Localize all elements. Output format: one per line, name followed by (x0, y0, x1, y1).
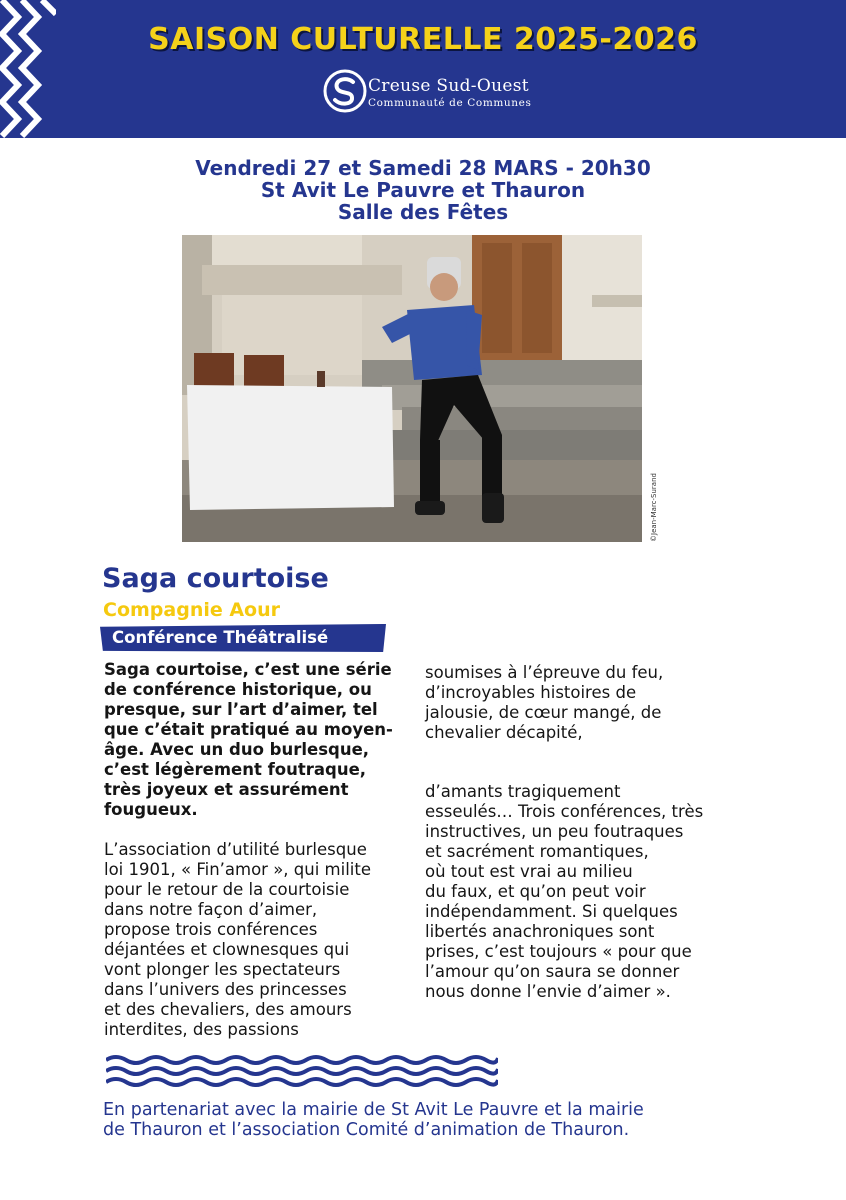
body-line: L’association d’utilité burlesque (104, 840, 367, 859)
body-line: prises, c’est toujours « pour que (425, 942, 692, 961)
intro-line: Saga courtoise, c’est une série (104, 660, 392, 679)
event-date: Vendredi 27 et Samedi 28 MARS - 20h30 (195, 156, 651, 180)
intro-line: très joyeux et assurément (104, 780, 349, 799)
logo-swirl-icon (322, 68, 368, 114)
body-line: vont plonger les spectateurs (104, 960, 341, 979)
body-line: d’incroyables histoires de (425, 683, 637, 702)
event-venue: Salle des Fêtes (337, 200, 509, 224)
event-place: St Avit Le Pauvre et Thauron (260, 178, 586, 202)
intro-line: fougueux. (104, 800, 198, 819)
intro-line: de conférence historique, ou (104, 680, 372, 699)
body-line: nous donne l’envie d’aimer ». (425, 982, 671, 1001)
company-name: Compagnie Aour (103, 599, 281, 621)
body-line: soumises à l’épreuve du feu, (425, 663, 664, 682)
intro-line: c’est légèrement foutraque, (104, 760, 367, 779)
zigzag-decoration (0, 0, 56, 138)
header-band (0, 0, 846, 138)
performance-photo (182, 235, 642, 542)
genre-label: Conférence Théâtralisé (112, 628, 329, 647)
body-line: et sacrément romantiques, (425, 842, 649, 861)
body-line: propose trois conférences (104, 920, 318, 939)
body-line: chevalier décapité, (425, 723, 583, 742)
description-right-column-bottom (425, 782, 703, 1002)
intro-paragraph (104, 660, 393, 820)
body-line: d’amants tragiquement (425, 782, 621, 801)
body-line: jalousie, de cœur mangé, de (425, 703, 662, 722)
body-line: loi 1901, « Fin’amor », qui milite (104, 860, 372, 879)
logo (322, 68, 552, 118)
show-title: Saga courtoise (102, 563, 329, 594)
body-line: esseulés… Trois conférences, très (425, 802, 704, 821)
body-line: l’amour qu’on saura se donner (425, 962, 680, 981)
intro-line: que c’était pratiqué au moyen- (104, 720, 393, 739)
body-line: où tout est vrai au milieu (425, 862, 633, 881)
event-info (0, 157, 846, 223)
partnership-note (103, 1100, 644, 1140)
body-line: instructives, un peu foutraques (425, 822, 684, 841)
body-line: dans l’univers des princesses (104, 980, 347, 999)
partnership-line: En partenariat avec la mairie de St Avit Le Pauvre et la mairie (103, 1100, 644, 1120)
partnership-line: de Thauron et l’association Comité d’animation de Thauron. (103, 1120, 630, 1140)
intro-line: presque, sur l’art d’aimer, tel (104, 700, 378, 719)
body-line: pour le retour de la courtoisie (104, 880, 350, 899)
body-line: déjantées et clownesques qui (104, 940, 350, 959)
body-line: du faux, et qu’on peut voir (425, 882, 646, 901)
body-line: libertés anachroniques sont (425, 922, 655, 941)
intro-line: âge. Avec un duo burlesque, (104, 740, 370, 759)
logo-subtitle: Communauté de Communes (368, 97, 532, 109)
season-title: SAISON CULTURELLE 2025-2026 (148, 22, 698, 57)
body-line: et des chevaliers, des amours (104, 1000, 352, 1019)
body-line: dans notre façon d’aimer, (104, 900, 318, 919)
logo-name: Creuse Sud-Ouest (368, 76, 529, 96)
photo-credit: ©Jean-Marc-Surand (650, 473, 658, 542)
description-right-column-top (425, 663, 663, 743)
body-paragraph-left (104, 840, 393, 1040)
wave-decoration (106, 1054, 498, 1088)
body-line: interdites, des passions (104, 1020, 299, 1039)
description-left-column (104, 660, 393, 1040)
body-line: indépendamment. Si quelques (425, 902, 678, 921)
